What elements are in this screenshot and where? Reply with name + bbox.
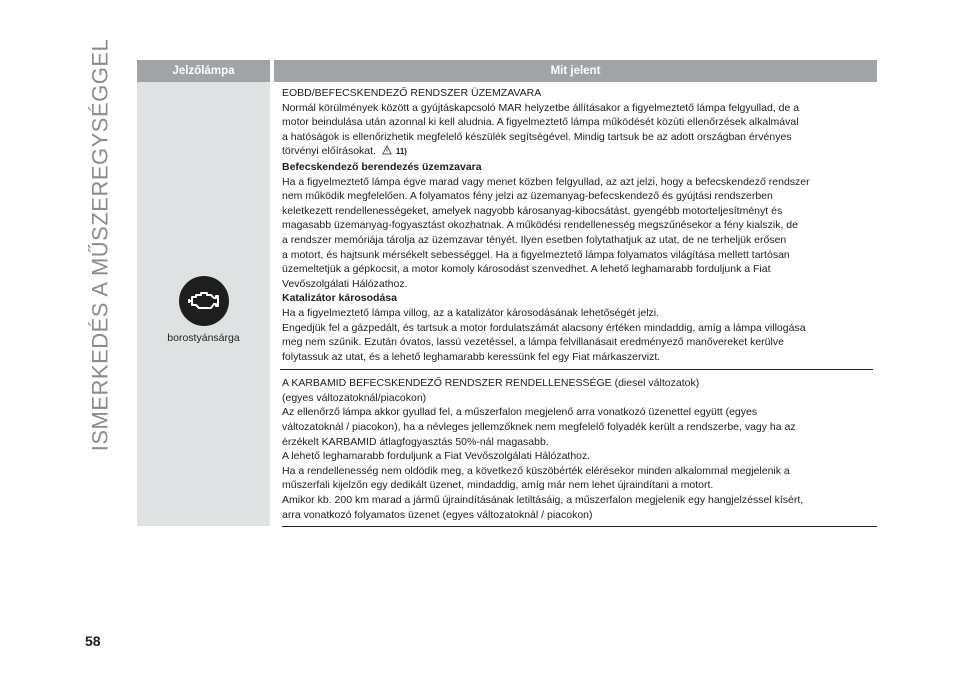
text-line: Ha a figyelmeztető lámpa villog, az a katalizátor károsodásának lehetőségét jelzi. (282, 306, 660, 319)
text-line: nem működik megfelelően. A folyamatos fény jelzi az üzemanyag-befecskendező és gyújtási rendszerben (282, 190, 773, 203)
table-bottom-rule (282, 526, 877, 527)
engine-check-icon (187, 289, 221, 313)
chapter-side-title (85, 38, 115, 452)
text-line: arra vonatkozó folyamatos üzenet (egyes változatoknál / piacokon) (282, 508, 593, 521)
table-header (137, 60, 877, 82)
text-line: a hatóságok is ellenőrizhetik megfelelő készülék segítségével. Mindig tartsuk be az adott országban érvényes (282, 130, 792, 143)
text-line: A lehető leghamarabb forduljunk a Fiat Vevőszolgálati Hálózathoz. (282, 450, 591, 463)
table-row (137, 82, 877, 526)
text-line: Ha a figyelmeztető lámpa égve marad vagy menet közben felgyullad, az azt jelzi, hogy a befecskendező rendszer (282, 175, 810, 188)
text-line: keletkezett rendellenességeket, amelyek nagyobb károsanyag-kibocsátást, gyengébb motorteljesítményt és (282, 204, 783, 217)
text-line: törvényi előírásokat. (282, 145, 376, 158)
section-title: A KARBAMID BEFECSKENDEZŐ RENDSZER RENDELLENESSÉGE (diesel változatok) (282, 377, 700, 390)
text-line: a rendszer memóriája tárolja az üzemzavar tényét. Ilyen esetben folytathatjuk az utat, de ne terheljük erősen (282, 233, 787, 246)
text-line: motor beindulása után azonnal ki kell aludnia. A figyelmeztető lámpa működését közúti ellenőrzések alkalmával (282, 116, 799, 129)
text-line: üzemeltetjük a gépkocsit, a motor komoly károsodást szenvedhet. A lehető leghamarabb forduljunk a Fiat (282, 263, 771, 276)
subheading: Befecskendező berendezés üzemzavara (282, 160, 482, 173)
text-line: magasabb üzemanyag-fogyasztást okozhatnak. A működési rendellenesség megszűnésekor a fény kialszik, de (282, 219, 798, 232)
lamp-cell (137, 82, 270, 526)
text-line: Az ellenőrző lámpa akkor gyullad fel, a műszerfalon megjelenő arra vonatkozó üzenettel együtt (egyes (282, 406, 758, 419)
warning-lamp-table (137, 60, 877, 527)
text-line: Vevőszolgálati Hálózathoz. (282, 277, 408, 290)
section-urea (282, 370, 873, 526)
lamp-badge (179, 276, 229, 326)
text-line: a motort, és hajtsunk mérsékelt sebességgel. Ha a figyelmeztető lámpa folyamatos világítása mellett tartósan (282, 248, 790, 261)
chapter-title-text: ISMERKEDÉS A MŰSZEREGYSÉGGEL (87, 38, 112, 452)
text-line: (egyes változatoknál/piacokon) (282, 391, 427, 404)
header-meaning: Mit jelent (270, 60, 877, 82)
page-number: 58 (85, 633, 101, 649)
text-line: Amikor kb. 200 km marad a jármű újraindításának letiltásáig, a műszerfalon megjelenik egy hangjelzéssel kísért, (282, 494, 804, 507)
meaning-cell (270, 82, 877, 526)
text-line: Normál körülmények között a gyújtáskapcsoló MAR helyzetbe állításakor a figyelmeztető lámpa felgyullad, de a (282, 101, 800, 114)
text-line: folytassuk az utat, és a lehető leghamarabb keressünk fel egy Fiat márkaszervizt. (282, 350, 661, 363)
text-line: meg nem szűnik. Ezután óvatos, lassú vezetéssel, a lámpa felvillanásait eredményező manővereket kerülve (282, 336, 784, 349)
text-line: változatoknál / piacokon), ha a névleges jellemzőknek nem megfelelő folyadék került a rendszerbe, vagy ha az (282, 421, 796, 434)
subheading: Katalizátor károsodása (282, 292, 397, 305)
lamp-color-label: borostyánsárga (167, 332, 240, 345)
reference-number: 11) (395, 147, 407, 157)
text-line: Ha a rendellenesség nem oldódik meg, a következő küszöbérték elérésekor minden alkalommal megjelenik a (282, 464, 790, 477)
warning-triangle-icon (382, 145, 392, 155)
text-line-with-ref (282, 144, 873, 160)
section-eobd (282, 82, 873, 369)
text-line: Engedjük fel a gázpedált, és tartsuk a motor fordulatszámát alacsony értéken mindaddig, amíg a lámpa villogása (282, 321, 806, 334)
text-line: érzékelt KARBAMID átlagfogyasztás 50%-nál magasabb. (282, 435, 549, 448)
header-lamp: Jelzőlámpa (172, 65, 235, 77)
section-title: EOBD/BEFECSKENDEZŐ RENDSZER ÜZEMZAVARA (282, 87, 542, 99)
text-line: műszerfali kijelzőn egy dedikált üzenet, mindaddig, amíg már nem lehet újraindítani a motort. (282, 479, 714, 492)
